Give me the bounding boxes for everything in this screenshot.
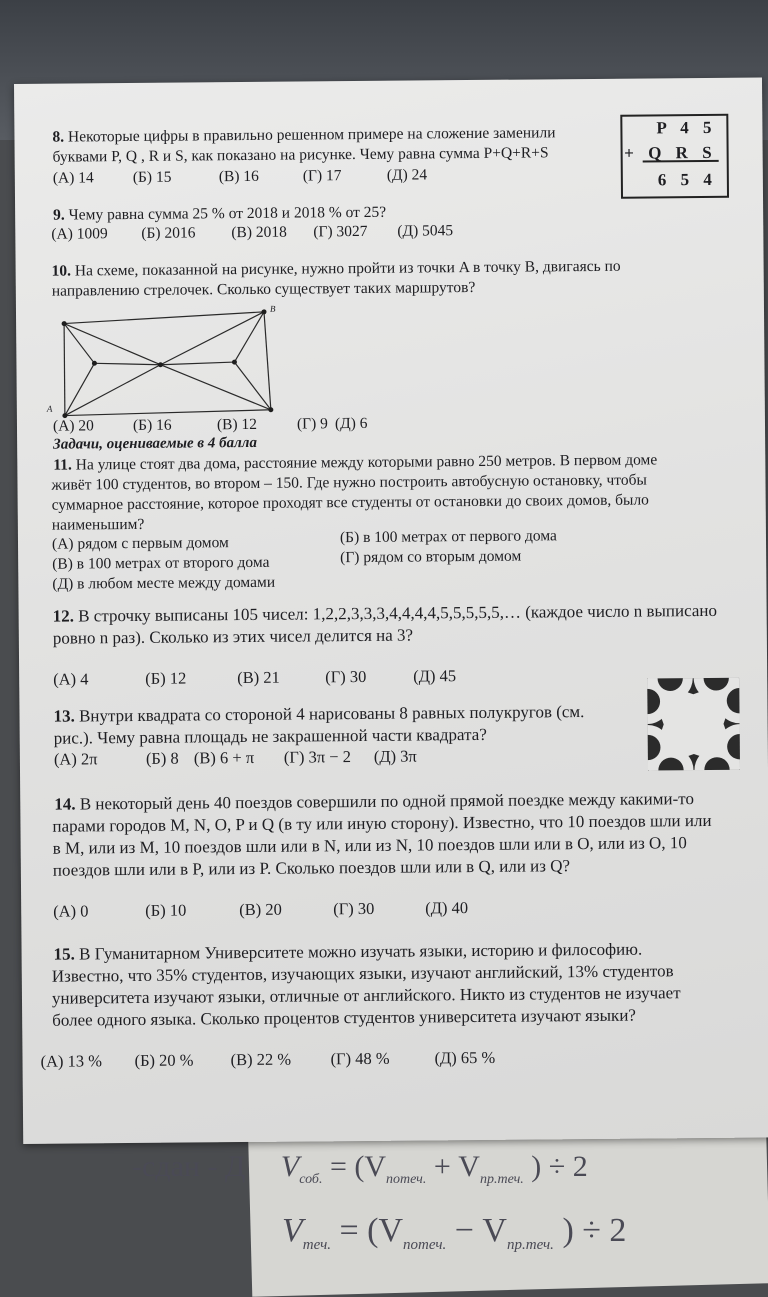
- formula1-rhs-sub: потеч.: [386, 1172, 427, 1187]
- graph-label-a: A: [46, 403, 53, 414]
- background-formula-1: [132, 1150, 588, 1188]
- graph-node-bottom-right: [268, 407, 273, 412]
- q14-line4: поездов шли или в P, или из P. Сколько поездов шли или в Q, или из Q?: [52, 856, 571, 880]
- q11-option-c: (В) в 100 метрах от второго дома: [52, 553, 270, 573]
- q9-number: 9.: [53, 206, 65, 224]
- q12-line1: [53, 600, 718, 628]
- graph-node-right: [232, 360, 237, 365]
- route-graph-diagram: [44, 304, 285, 424]
- q8-text1: Некоторые цифры в правильно решенном примере на сложение заменили: [67, 124, 556, 146]
- puzzle-row2: + Q R S: [624, 142, 717, 163]
- q13-text1: Внутри квадрата со стороной 4 нарисованы 8 равных полукругов (см.: [78, 702, 585, 726]
- q14-option-a: (А) 0: [53, 901, 89, 921]
- q14-option-d: (Г) 30: [333, 898, 375, 919]
- q11-options: [51, 527, 673, 599]
- q14-option-b: (Б) 10: [145, 900, 187, 920]
- background-formula-2: [282, 1212, 626, 1254]
- q13-option-b: (Б) 8: [145, 748, 179, 768]
- q15-line2: Известно, что 35% студентов, изучающих языки, изучают английский, 13% студентов: [51, 961, 674, 986]
- formula2-minus: − V: [454, 1212, 507, 1249]
- q13-option-c: (В) 6 + π: [193, 747, 255, 768]
- q9-text1: Чему равна сумма 25 % от 2018 и 2018 % от 25?: [68, 203, 387, 224]
- q14-line2: парами городов M, N, O, P и Q (в ту или иную сторону). Известно, что 10 поездов шли или: [52, 810, 712, 836]
- q15-option-e: (Д) 65 %: [434, 1047, 496, 1068]
- q10-option-c: (В) 12: [216, 415, 258, 434]
- q8-option-d: (Г) 17: [302, 167, 342, 185]
- q13-line1: [53, 701, 584, 728]
- q13-option-e: (Д) 3π: [373, 746, 417, 766]
- q11-line2: живёт 100 студентов, во втором – 150. Где нужно построить автобусную остановку, чтобы: [51, 471, 647, 494]
- q11-number: 11.: [53, 456, 72, 474]
- q11-line4: наименьшим?: [51, 515, 145, 534]
- q15-option-c: (В) 22 %: [230, 1049, 292, 1070]
- q9-option-a: (А) 1009: [51, 225, 108, 243]
- q10-option-e: (Д) 6: [334, 414, 368, 433]
- q11-text1: На улице стоят два дома, расстояние между которыми равно 250 метров. В первом доме: [75, 451, 658, 474]
- q12-text1: В строчку выписаны 105 чисел: 1,2,2,3,3,3,4,4,4,4,5,5,5,5,5,… (каждое число n выписано: [78, 600, 718, 626]
- q14-number: 14.: [54, 794, 76, 814]
- graph-node-left: [92, 361, 97, 366]
- q10-text1: На схеме, показанной на рисунке, нужно пройти из точки A в точку B, двигаясь по: [74, 257, 621, 280]
- formula1-sub: соб.: [299, 1172, 323, 1187]
- graph-node-b: [261, 309, 266, 314]
- q11-option-b: (Б) в 100 метрах от первого дома: [339, 527, 557, 547]
- formula2-rhs-sub: потеч.: [403, 1236, 447, 1253]
- q11-line3: суммарное расстояние, которое проходят все студенты от остановки до своих домов, было: [51, 491, 649, 514]
- graph-label-b: B: [269, 303, 276, 314]
- formula2-sub: теч.: [302, 1236, 331, 1253]
- q9-option-b: (Б) 2016: [141, 224, 196, 242]
- q9-option-e: (Д) 5045: [397, 222, 454, 240]
- q12-option-b: (Б) 12: [145, 668, 187, 688]
- worksheet-page: [14, 77, 768, 1143]
- q15-option-d: (Г) 48 %: [330, 1048, 390, 1069]
- q10-option-d: (Г) 9: [296, 415, 328, 433]
- formula1-end: ) ÷ 2: [531, 1150, 588, 1183]
- formula1-prefix: -сдан - Д: [132, 1150, 246, 1183]
- q13-number: 13.: [53, 706, 75, 726]
- q8-option-e: (Д) 24: [386, 166, 428, 184]
- q15-option-a: (А) 13 %: [40, 1051, 103, 1071]
- q10-option-a: (А) 20: [52, 417, 94, 435]
- q8-line2: буквами P, Q , R и S, как показано на рисунке. Чему равна сумма P+Q+R+S: [52, 144, 549, 166]
- q13-line2: рис.). Чему равна площадь не закрашенной части квадрата?: [53, 724, 487, 748]
- q10-line2: направлению стрелочек. Сколько существует таких маршрутов?: [51, 278, 476, 300]
- q11-option-a: (А) рядом с первым домом: [51, 534, 229, 553]
- section-heading-4-points: Задачи, оцениваемые в 4 балла: [53, 434, 258, 453]
- q10-option-b: (Б) 16: [132, 416, 172, 434]
- formula1-v: V: [280, 1150, 300, 1183]
- q14-option-c: (В) 20: [239, 899, 282, 920]
- q8-option-c: (В) 16: [218, 167, 259, 186]
- formula2-v: V: [282, 1212, 303, 1249]
- q13-option-a: (А) 2π: [53, 749, 98, 769]
- q11-option-d: (Г) рядом со вторым домом: [340, 547, 522, 567]
- q9-option-c: (В) 2018: [231, 223, 287, 242]
- formula2-end: ) ÷ 2: [562, 1212, 627, 1249]
- q14-line3: в M, или из M, 10 поездов шли или в N, или из N, 10 поездов шли или в O, или из O, 10: [52, 833, 687, 858]
- graph-node-center: [158, 362, 163, 367]
- q12-line2: ровно n раз). Сколько из этих чисел делится на 3?: [52, 625, 414, 648]
- puzzle-row3: 6 5 4: [657, 169, 717, 190]
- q10-number: 10.: [51, 262, 72, 280]
- q12-option-a: (А) 4: [53, 669, 89, 689]
- graph-node-top-left: [62, 321, 67, 326]
- q15-number: 15.: [53, 944, 75, 964]
- q12-option-e: (Д) 45: [413, 666, 457, 686]
- formula1-plus-sub: пр.теч.: [479, 1172, 524, 1187]
- q12-option-d: (Г) 30: [325, 666, 367, 687]
- q15-line3: университета изучают языки, отличные от английского. Никто из студентов не изучает: [51, 983, 681, 1008]
- q12-number: 12.: [52, 606, 74, 626]
- q14-option-e: (Д) 40: [425, 898, 469, 918]
- formula2-rhs: = (V: [339, 1212, 404, 1249]
- q15-text1: В Гуманитарном Университете можно изучать языки, историю и философию.: [79, 939, 643, 964]
- q10-line1: [52, 257, 621, 282]
- puzzle-row1: P 4 5: [656, 117, 717, 138]
- formula1-rhs: = (V: [329, 1150, 387, 1183]
- q9-option-d: (Г) 3027: [313, 222, 368, 241]
- q13-option-d: (Г) 3π − 2: [283, 747, 352, 767]
- addition-puzzle-box: [620, 114, 729, 199]
- semicircles-square-figure: [647, 678, 740, 771]
- q12-option-c: (В) 21: [237, 667, 280, 688]
- q8-option-b: (Б) 15: [132, 168, 172, 186]
- formula1-plus: + V: [433, 1150, 480, 1183]
- q15-line4: более одного языка. Сколько процентов студентов университета изучают языки?: [52, 1005, 636, 1030]
- q8-option-a: (А) 14: [52, 169, 94, 187]
- q15-option-b: (Б) 20 %: [134, 1050, 194, 1070]
- q8-number: 8.: [52, 128, 65, 146]
- formula2-minus-sub: пр.теч.: [506, 1236, 554, 1253]
- q14-text1: В некоторый день 40 поездов совершили по одной прямой поездке между какими-то: [79, 789, 695, 814]
- q11-option-e: (Д) в любом месте между домами: [52, 573, 276, 593]
